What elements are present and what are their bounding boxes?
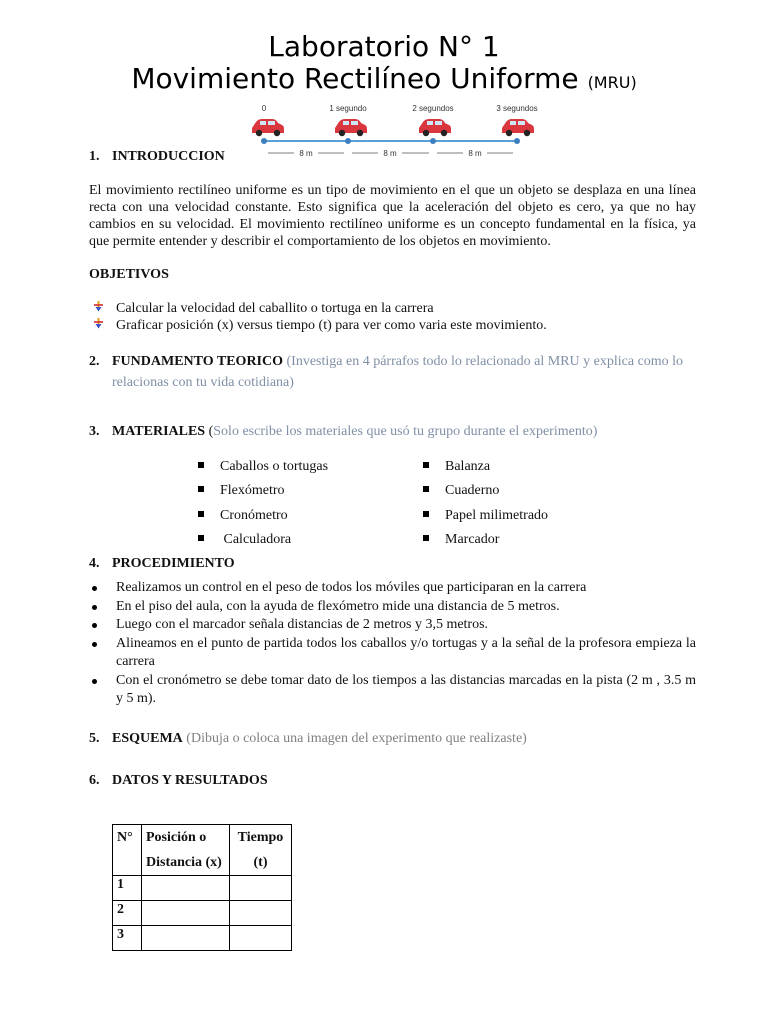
section-number: 5. xyxy=(89,731,100,746)
table-header-cell: Tiempo (t) xyxy=(230,825,292,876)
table-cell: 3 xyxy=(113,926,142,951)
material-item: Flexómetro xyxy=(198,482,285,499)
section-number: 3. xyxy=(89,424,100,439)
table-row xyxy=(113,901,292,926)
objectives-heading: OBJETIVOS xyxy=(89,267,169,282)
objective-text: Calcular la velocidad del caballito o tortuga en la carrera xyxy=(116,301,434,316)
car-icon xyxy=(335,119,367,136)
objective-text: Graficar posición (x) versus tiempo (t) para ver como varia este movimiento. xyxy=(116,318,547,333)
results-table xyxy=(112,824,292,951)
section-materiales xyxy=(89,423,597,440)
section-hint: (Investiga en 4 párrafos todo lo relacionado al MRU y explica como lo xyxy=(286,354,684,369)
section-number: 6. xyxy=(89,773,100,788)
track-point xyxy=(345,138,351,144)
mru-illustration xyxy=(244,100,544,164)
arrow-bullet-icon xyxy=(93,317,116,334)
arrow-bullet-icon xyxy=(93,300,116,317)
table-header-row xyxy=(113,825,292,876)
table-cell[interactable] xyxy=(230,901,292,926)
document-subtitle xyxy=(0,62,768,100)
section-procedimiento-heading xyxy=(89,555,235,572)
procedure-step: Con el cronómetro se debe tomar dato de los tiempos a las distancias marcadas en la pista (2 m , 3.5 m y 5 m). xyxy=(89,672,696,709)
material-item: Calculadora xyxy=(198,531,291,548)
section-hint: (Dibuja o coloca una imagen del experimento que realizaste) xyxy=(186,731,527,746)
car-icon xyxy=(502,119,534,136)
section-intro-heading xyxy=(89,148,225,165)
material-item: Caballos o tortugas xyxy=(198,458,328,475)
procedure-step: En el piso del aula, con la ayuda de flexómetro mide una distancia de 5 metros. xyxy=(89,598,696,617)
section-title: DATOS Y RESULTADOS xyxy=(112,773,268,788)
time-label-3: 3 segundos xyxy=(496,104,538,113)
section-title: PROCEDIMIENTO xyxy=(112,556,235,571)
table-header-cell: Posición o Distancia (x) xyxy=(142,825,230,876)
time-label-2: 2 segundos xyxy=(412,104,454,113)
section-number: 2. xyxy=(89,354,100,369)
material-item: Marcador xyxy=(423,531,499,548)
car-icon xyxy=(252,119,284,136)
section-number: 4. xyxy=(89,556,100,571)
procedure-step: Luego con el marcador señala distancias de 2 metros y 3,5 metros. xyxy=(89,616,696,635)
distance-label-3: 8 m xyxy=(468,149,482,158)
table-cell[interactable] xyxy=(142,901,230,926)
procedure-step: Realizamos un control en el peso de todos los móviles que participaran en la carrera xyxy=(89,579,696,598)
section-fundamento xyxy=(89,349,696,374)
procedure-step: Alineamos en el punto de partida todos los caballos y/o tortugas y a la señal de la profesora empieza la carrera xyxy=(89,635,696,672)
objective-item xyxy=(93,317,713,334)
table-row xyxy=(113,926,292,951)
table-cell: 2 xyxy=(113,901,142,926)
track-point xyxy=(261,138,267,144)
time-label-0: 0 xyxy=(261,104,267,113)
section-datos-heading xyxy=(89,772,268,789)
table-cell: 1 xyxy=(113,876,142,901)
distance-label-2: 8 m xyxy=(383,149,397,158)
track-point xyxy=(430,138,436,144)
material-item: Papel milimetrado xyxy=(423,507,548,524)
table-cell[interactable] xyxy=(142,876,230,901)
time-label-1: 1 segundo xyxy=(329,104,367,113)
section-esquema xyxy=(89,730,527,747)
track-point xyxy=(514,138,520,144)
subtitle-text: Movimiento Rectilíneo Uniforme xyxy=(131,62,579,95)
section-hint-continued: relacionas con tu vida cotidiana) xyxy=(112,375,294,390)
objective-item xyxy=(93,300,713,317)
section-title: MATERIALES xyxy=(112,424,206,439)
section-hint: Solo escribe los materiales que usó tu grupo durante el experimento) xyxy=(213,424,598,439)
table-cell[interactable] xyxy=(230,926,292,951)
section-title: ESQUEMA xyxy=(112,731,183,746)
car-icon xyxy=(419,119,451,136)
material-item: Cronómetro xyxy=(198,507,288,524)
section-number: 1. xyxy=(89,149,100,164)
document-title: Laboratorio N° 1 xyxy=(268,30,500,63)
section-paren: ( xyxy=(208,424,214,439)
material-item: Balanza xyxy=(423,458,490,475)
intro-paragraph: El movimiento rectilíneo uniforme es un tipo de movimiento en el que un objeto se desplaza en una línea recta con una velocidad constante. Esto significa que la aceleración del objeto es cero, ya que no hay cambios en su velocidad. El movimiento rectilíneo uniforme es un concepto fundamental en la física, ya que permite entender y describir el comportamiento de los objetos en movimiento. xyxy=(89,183,696,249)
section-title: FUNDAMENTO TEORICO xyxy=(112,354,284,369)
table-cell[interactable] xyxy=(142,926,230,951)
table-row xyxy=(113,876,292,901)
procedure-list xyxy=(89,579,696,709)
material-item: Cuaderno xyxy=(423,482,499,499)
table-header-cell: N° xyxy=(113,825,142,876)
subtitle-suffix: (MRU) xyxy=(587,73,637,92)
table-cell[interactable] xyxy=(230,876,292,901)
section-title: INTRODUCCION xyxy=(112,149,225,164)
distance-label-1: 8 m xyxy=(299,149,313,158)
